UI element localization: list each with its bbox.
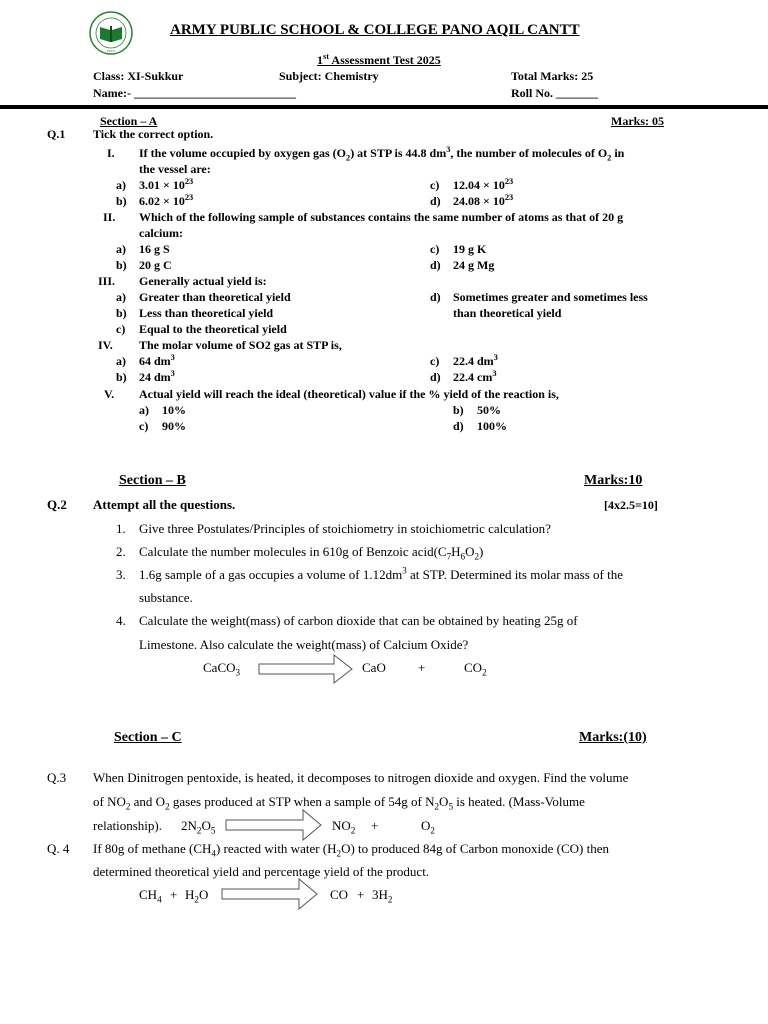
section-c-marks: Marks:(10) xyxy=(579,730,647,745)
mcq-2-number: II. xyxy=(103,210,116,224)
mcq-2-option-c: 19 g K xyxy=(453,242,487,256)
eq-co2-product: $CO_2$ xyxy=(464,660,487,678)
mcq-5-option-d: 100% xyxy=(477,419,507,433)
mcq-4-number: IV. xyxy=(98,338,113,352)
mcq-2-text-line2: calcium: xyxy=(139,226,183,240)
mcq-5-option-c-label: c) xyxy=(139,419,149,433)
q2-marks-scheme: [4x2.5=10] xyxy=(604,498,658,512)
q2-item-3-text-line2: substance. xyxy=(139,590,193,605)
section-b-title: Section – B xyxy=(119,473,186,488)
mcq-5-option-d-label: d) xyxy=(453,419,464,433)
section-a-title: Section – A xyxy=(100,114,158,128)
mcq-1-option-d: $24.08 \times 10^{23}$ xyxy=(453,193,514,208)
test-title: 1st Assessment Test 2025 xyxy=(317,52,441,67)
q1-instruction: Tick the correct option. xyxy=(93,127,214,141)
mcq-3-option-d-line2: than theoretical yield xyxy=(453,306,562,320)
mcq-4-option-a: 64 $dm^3$ xyxy=(139,353,175,368)
mcq-5-option-a: 10% xyxy=(162,403,186,417)
q2-instruction: Attempt all the questions. xyxy=(93,497,236,512)
mcq-1-text-line2: the vessel are: xyxy=(139,162,211,176)
name-field: Name:- ___________________________ xyxy=(93,86,296,100)
total-marks-label: Total Marks: 25 xyxy=(511,69,594,83)
q3-number: Q.3 xyxy=(47,770,67,785)
q4-eq-plus-1: + xyxy=(170,887,178,902)
mcq-1-option-c-label: c) xyxy=(430,178,440,192)
q3-eq-o2: $O_2$ xyxy=(421,818,435,836)
mcq-1-option-a: $3.01 \times 10^{23}$ xyxy=(139,177,194,192)
q2-item-1-number: 1. xyxy=(116,521,126,536)
mcq-1-text: If the volume occupied by oxygen gas $(O_2)$ at STP is 44.8 $dm^3$, the number of molecules of $O_2$ in xyxy=(139,145,625,163)
header-divider xyxy=(0,105,768,109)
q2-item-3-text: 1.6g sample of a gas occupies a volume of $1.12dm^3$ at STP. Determined its molar mass of the xyxy=(139,565,624,582)
q3-text-line3: relationship). xyxy=(93,818,162,833)
mcq-4-option-c-label: c) xyxy=(430,354,440,368)
mcq-2-option-d: 24 g Mg xyxy=(453,258,495,272)
q2-item-4-text-line2: Limestone. Also calculate the weight(mass) of Calcium Oxide? xyxy=(139,637,469,652)
mcq-4-option-b: 24 $dm^3$ xyxy=(139,369,175,384)
mcq-1-option-c: $12.04 \times 10^{23}$ xyxy=(453,177,514,192)
mcq-1-option-b-label: b) xyxy=(116,194,127,208)
eq-plus-sign: + xyxy=(418,660,426,675)
roll-field: Roll No. _______ xyxy=(511,86,598,100)
q4-eq-co: CO xyxy=(330,887,349,902)
q2-item-4-number: 4. xyxy=(116,613,126,628)
q2-item-2-number: 2. xyxy=(116,544,126,559)
mcq-4-option-a-label: a) xyxy=(116,354,126,368)
q3-text-line2: of $NO_2$ and $O_2$ gases produced at STP when a sample of 54g of $N_2O_5$ is heated. (Mass-Volume xyxy=(93,794,585,812)
class-label: Class: XI-Sukkur xyxy=(93,69,184,83)
mcq-2-text: Which of the following sample of substances contains the same number of atoms as that of 20 g xyxy=(139,210,624,224)
mcq-3-option-d-label: d) xyxy=(430,290,441,304)
q4-text: If 80g of methane $(CH_4)$ reacted with water $(H_2O)$ to produced 84g of Carbon monoxide (CO) then xyxy=(93,841,609,859)
mcq-1-option-d-label: d) xyxy=(430,194,441,208)
mcq-2-option-a-label: a) xyxy=(116,242,126,256)
mcq-4-option-d: 22.4 $cm^3$ xyxy=(453,369,497,384)
mcq-1-number: I. xyxy=(107,146,115,160)
mcq-5-option-c: 90% xyxy=(162,419,186,433)
q2-item-2-text: Calculate the number molecules in 610g of Benzoic $acid(C_7H_6O_2)$ xyxy=(139,544,484,562)
mcq-5-option-a-label: a) xyxy=(139,403,149,417)
subject-label: Subject: Chemistry xyxy=(279,69,379,83)
q2-number: Q.2 xyxy=(47,497,67,512)
reaction-arrow-icon xyxy=(225,808,323,842)
mcq-4-option-b-label: b) xyxy=(116,370,127,384)
eq-cao-product: CaO xyxy=(362,660,386,675)
section-b-marks: Marks:10 xyxy=(584,473,643,488)
mcq-5-text: Actual yield will reach the ideal (theoretical) value if the % yield of the reaction is, xyxy=(139,387,559,401)
svg-text:ESTD: ESTD xyxy=(107,49,115,53)
q2-item-1-text: Give three Postulates/Principles of stoichiometry in stoichiometric calculation? xyxy=(139,521,551,536)
mcq-2-option-a: 16 g S xyxy=(139,242,170,256)
mcq-3-option-d: Sometimes greater and sometimes less xyxy=(453,290,648,304)
mcq-3-option-b-label: b) xyxy=(116,306,127,320)
q4-text-line2: determined theoretical yield and percentage yield of the product. xyxy=(93,864,430,879)
q4-eq-plus-2: + xyxy=(357,887,365,902)
q3-eq-plus: + xyxy=(371,818,379,833)
q2-item-4-text: Calculate the weight(mass) of carbon dioxide that can be obtained by heating 25g of xyxy=(139,613,578,628)
q4-eq-3h2: $3H_2$ xyxy=(372,887,393,905)
mcq-3-option-a: Greater than theoretical yield xyxy=(139,290,291,304)
school-name: ARMY PUBLIC SCHOOL & COLLEGE PANO AQIL CANTT xyxy=(170,22,580,38)
mcq-1-option-b: $6.02 \times 10^{23}$ xyxy=(139,193,194,208)
mcq-2-option-b: 20 g C xyxy=(139,258,172,272)
q3-eq-no2: $NO_2$ xyxy=(332,818,356,836)
mcq-3-number: III. xyxy=(98,274,116,288)
mcq-2-option-c-label: c) xyxy=(430,242,440,256)
mcq-2-option-d-label: d) xyxy=(430,258,441,272)
mcq-5-option-b-label: b) xyxy=(453,403,464,417)
mcq-5-option-b: 50% xyxy=(477,403,501,417)
mcq-3-option-c-label: c) xyxy=(116,322,126,336)
mcq-4-option-d-label: d) xyxy=(430,370,441,384)
reaction-arrow-icon xyxy=(258,653,354,685)
q3-text: When Dinitrogen pentoxide, is heated, it decomposes to nitrogen dioxide and oxygen. Find the volume xyxy=(93,770,629,785)
reaction-arrow-icon xyxy=(221,877,319,911)
q4-eq-ch4: $CH_4$ xyxy=(139,887,162,905)
mcq-3-option-a-label: a) xyxy=(116,290,126,304)
school-logo-icon xyxy=(88,10,134,56)
section-c-title: Section – C xyxy=(114,730,182,745)
mcq-3-option-c: Equal to the theoretical yield xyxy=(139,322,287,336)
mcq-3-text: Generally actual yield is: xyxy=(139,274,267,288)
q4-eq-h2o: $H_2O$ xyxy=(185,887,209,905)
mcq-3-option-b: Less than theoretical yield xyxy=(139,306,274,320)
q1-number: Q.1 xyxy=(47,127,66,141)
q2-item-3-number: 3. xyxy=(116,567,126,582)
mcq-5-number: V. xyxy=(104,387,115,401)
mcq-4-option-c: 22.4 $dm^3$ xyxy=(453,353,498,368)
mcq-4-text: The molar volume of SO2 gas at STP is, xyxy=(139,338,342,352)
mcq-1-option-a-label: a) xyxy=(116,178,126,192)
eq-caco3-reactant: CaCO$_3$ xyxy=(203,660,241,678)
q3-eq-reactant: $2N_2O_5$ xyxy=(181,818,216,836)
mcq-2-option-b-label: b) xyxy=(116,258,127,272)
q4-number: Q. 4 xyxy=(47,841,70,856)
section-a-marks: Marks: 05 xyxy=(611,114,664,128)
